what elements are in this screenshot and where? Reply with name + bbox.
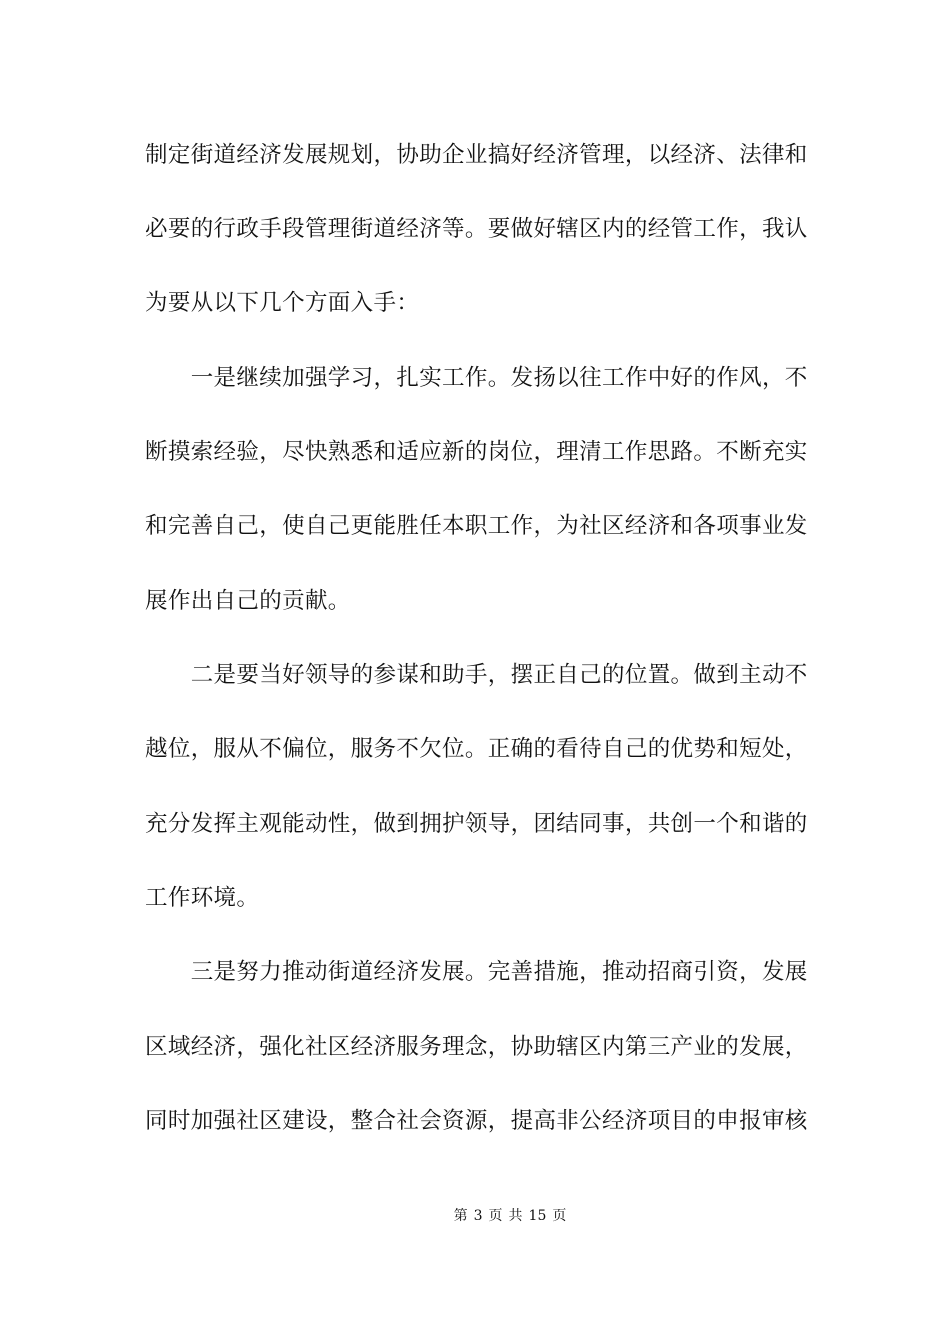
footer-total-word: 共 bbox=[508, 1208, 523, 1224]
text-line-12: 三是努力推动街道经济发展。完善措施，推动招商引资，发展 bbox=[145, 959, 808, 985]
text-line-6: 和完善自己，使自己更能胜任本职工作，为社区经济和各项事业发 bbox=[145, 513, 808, 539]
text-line-14: 同时加强社区建设，整合社会资源，提高非公经济项目的申报审核 bbox=[145, 1108, 808, 1134]
text-line-1: 制定街道经济发展规划，协助企业搞好经济管理，以经济、法律和 bbox=[145, 142, 808, 168]
text-line-5: 断摸索经验，尽快熟悉和适应新的岗位，理清工作思路。不断充实 bbox=[145, 439, 808, 465]
text-line-13: 区域经济，强化社区经济服务理念，协助辖区内第三产业的发展， bbox=[145, 1034, 808, 1060]
footer-current-page: 3 bbox=[473, 1208, 483, 1224]
footer-page-word: 第 bbox=[453, 1208, 468, 1224]
footer-total-unit: 页 bbox=[552, 1208, 567, 1224]
text-line-4: 一是继续加强学习，扎实工作。发扬以往工作中好的作风，不 bbox=[145, 365, 808, 391]
text-line-2: 必要的行政手段管理街道经济等。要做好辖区内的经管工作，我认 bbox=[145, 216, 808, 242]
page-footer bbox=[0, 1207, 950, 1225]
text-line-3: 为要从以下几个方面入手： bbox=[145, 290, 420, 316]
text-line-9: 越位，服从不偏位，服务不欠位。正确的看待自己的优势和短处， bbox=[145, 736, 808, 762]
text-line-7: 展作出自己的贡献。 bbox=[145, 588, 351, 614]
footer-page-unit: 页 bbox=[488, 1208, 503, 1224]
footer-total-pages: 15 bbox=[528, 1208, 547, 1224]
text-line-10: 充分发挥主观能动性，做到拥护领导，团结同事，共创一个和谐的 bbox=[145, 811, 808, 837]
text-line-11: 工作环境。 bbox=[145, 885, 260, 911]
text-line-8: 二是要当好领导的参谋和助手，摆正自己的位置。做到主动不 bbox=[145, 662, 808, 688]
